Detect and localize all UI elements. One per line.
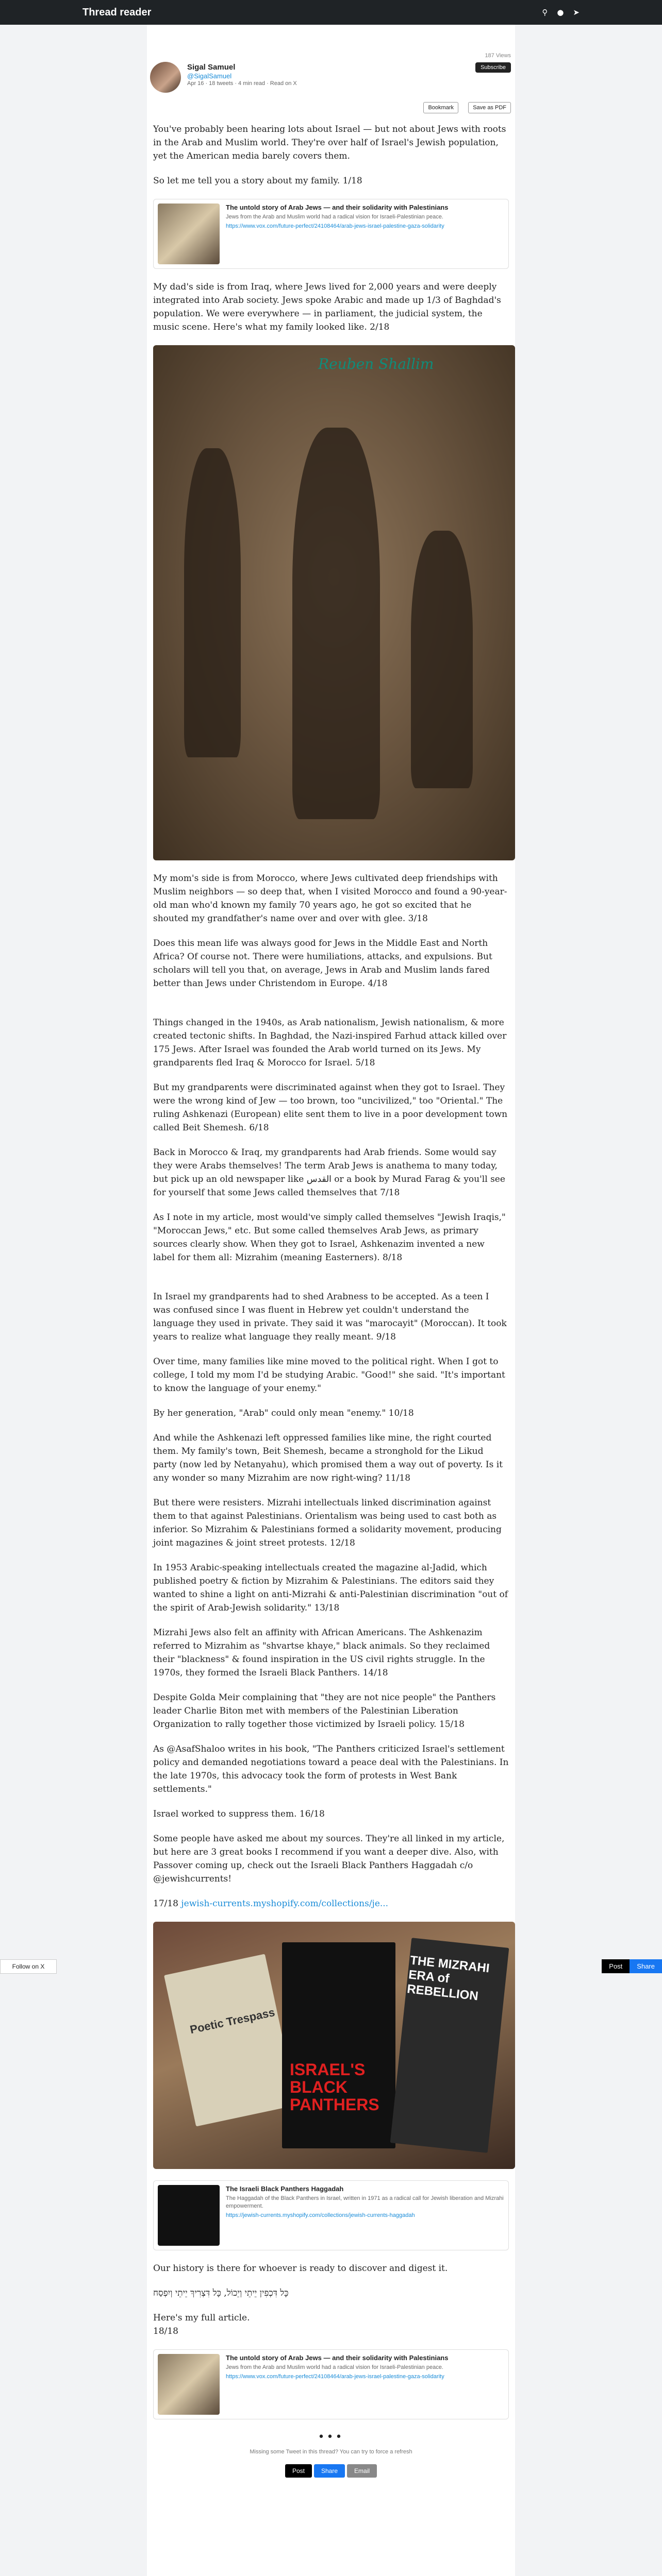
photo-figure: [292, 428, 380, 819]
tweet-text: Israel worked to suppress them. 16/18: [153, 1809, 325, 1819]
books-photo[interactable]: [153, 1922, 515, 2169]
side-post-button[interactable]: Post: [602, 1959, 630, 1973]
book-title: Poetic Trespass: [189, 2005, 276, 2037]
book-title: THE MIZRAHI ERA of REBELLION: [406, 1953, 490, 2004]
tweet-text: כָּל דִּכְפִין יֵיתֵי וְיֵכוֹל, כָּל דִּצְרִיךְ יֵיתֵי וְיִפְסַח: [153, 2288, 289, 2298]
link-card-url[interactable]: https://www.vox.com/future-perfect/24108464/arab-jews-israel-palestine-gaza-solidarity: [226, 223, 444, 229]
tweet-text: In 1953 Arabic-speaking intellectuals created the magazine al-Jadid, which published poetry & fiction by Mizrahim & Palestinians. The editors said they wanted to shine a light on anti-Mizrahi & anti-Palestinian discrimination "out of the spirit of Arab-Jewish solidarity." 13/18: [153, 1563, 508, 1613]
photo-figure: [411, 531, 473, 788]
tweet-text: So let me tell you a story about my family. 1/18: [153, 176, 362, 186]
share-row: [150, 2464, 512, 2478]
photo-signature: Reuben Shallim: [318, 355, 434, 372]
follow-on-x-button[interactable]: Follow on X: [0, 1959, 57, 1974]
haggadah-link-card[interactable]: [153, 2180, 509, 2250]
post-button[interactable]: Post: [285, 2464, 312, 2478]
email-button[interactable]: Email: [347, 2464, 377, 2478]
tweet-link[interactable]: jewish-currents.myshopify.com/collections/je...: [181, 1899, 389, 1909]
tweet-text: You've probably been hearing lots about Israel — but not about Jews with roots in the Arab and Muslim world. They're over half of Israel's Jewish population, yet the American media barely covers them.: [153, 124, 506, 161]
side-share: [602, 1959, 662, 1973]
link-card-title: The Israeli Black Panthers Haggadah: [226, 2185, 344, 2193]
thread-header: [147, 25, 515, 123]
tweet-text: Things changed in the 1940s, as Arab nationalism, Jewish nationalism, & more created tectonic shifts. In Baghdad, the Nazi-inspired Farhud attack killed over 175 Jews. After Israel was founded the Arab world turned on its Jews. My grandparents fled Iraq & Morocco for Israel. 5/18: [153, 1018, 507, 1068]
tweet-text: My mom's side is from Morocco, where Jews cultivated deep friendships with Muslim neighbors — so deep that, when I visited Morocco and found a 90-year-old man who'd known my family 70 years ago, he got so excited that he shouted my grandfather's name over and over with glee. 3/18: [153, 873, 507, 924]
search-icon[interactable]: ⚲: [542, 8, 548, 17]
link-card-url[interactable]: https://www.vox.com/future-perfect/24108464/arab-jews-israel-palestine-gaza-solidarity: [226, 2374, 444, 2380]
thread-meta: Apr 16 · 18 tweets · 4 min read · Read on X: [187, 80, 297, 87]
tweet-text: Despite Golda Meir complaining that "they are not nice people" the Panthers leader Charlie Biton met with members of the Palestinian Liberation Organization to rally together those victimized by Israeli policy. 15/18: [153, 1692, 496, 1730]
user-icon[interactable]: ●: [557, 8, 564, 17]
tweet-text: [153, 1897, 509, 1910]
top-icons: [542, 8, 580, 17]
tweet-text: By her generation, "Arab" could only mean "enemy." 10/18: [153, 1408, 414, 1418]
family-photo[interactable]: [153, 345, 515, 860]
article-thumbnail: [158, 2354, 220, 2415]
link-card-title: The untold story of Arab Jews — and their solidarity with Palestinians: [226, 204, 449, 211]
tweet-text: But my grandparents were discriminated against when they got to Israel. They were the wrong kind of Jew — too brown, too "uncivilized," too "Oriental." The ruling Ashkenazi (European) elite sent them to live in a poor development town called Beit Shemesh. 6/18: [153, 1082, 508, 1133]
link-card-desc: The Haggadah of the Black Panthers in Israel, written in 1971 as a radical call for Jewish liberation and Mizrahi empowerment.: [226, 2195, 504, 2209]
view-count: 187 Views: [485, 53, 511, 59]
article-thumbnail: [158, 204, 220, 264]
article-link-card[interactable]: [153, 199, 509, 269]
link-card-desc: Jews from the Arab and Muslim world had a radical vision for Israeli-Palestinian peace.: [226, 2364, 443, 2370]
tweet-text: Over time, many families like mine moved to the political right. When I got to college, I told my mom I'd be studying Arabic. "Good!" she said. "It's important to know the language of your enemy.": [153, 1357, 505, 1394]
side-share-button[interactable]: Share: [630, 1959, 662, 1973]
author-name[interactable]: Sigal Samuel: [187, 63, 236, 72]
tweet-number: 17/18: [153, 1899, 178, 1909]
haggadah-thumbnail: [158, 2185, 220, 2246]
end-dots: •••: [318, 2431, 344, 2444]
bookmark-button[interactable]: Bookmark: [423, 102, 458, 113]
subscribe-button[interactable]: Subscribe: [475, 62, 511, 73]
tweet-number: 18/18: [153, 2326, 178, 2336]
missing-tweet-note[interactable]: Missing some Tweet in this thread? You can try to force a refresh: [250, 2449, 412, 2455]
tweet-text: Our history is there for whoever is ready to discover and digest it.: [153, 2263, 448, 2274]
save-pdf-button[interactable]: Save as PDF: [468, 102, 511, 113]
top-bar: [0, 0, 662, 25]
author-handle[interactable]: @SigalSamuel: [187, 72, 232, 80]
tweet-text: Some people have asked me about my sources. They're all linked in my article, but here are 3 great books I recommend if you want a deeper dive. Also, with Passover coming up, check out the Israeli Black Panthers Haggadah c/o @jewishcurrents!: [153, 1834, 505, 1884]
link-card-desc: Jews from the Arab and Muslim world had a radical vision for Israeli-Palestinian peace.: [226, 214, 443, 220]
tweet-text: Back in Morocco & Iraq, my grandparents had Arab friends. Some would say they were Arabs themselves! The term Arab Jews is anathema to many today, but pick up an old newspaper like القدس or a book by Murad Farag & you'll see for yourself that some Jews called themselves that 7/18: [153, 1147, 505, 1198]
book-poetic-trespass: [164, 1954, 297, 2126]
tweet-text: As I note in my article, most would've simply called themselves "Jewish Iraqis," "Moroccan Jews," etc. But some called themselves Arab Jews, as primary sources clearly show. When they got to Israel, Ashkenazim invented a new label for them all: Mizrahim (meaning Easterners). 8/18: [153, 1212, 506, 1263]
tweet-text: In Israel my grandparents had to shed Arabness to be accepted. As a teen I was confused since I was fluent in Hebrew yet couldn't understand the language they used in private. They said it was "marocayit" (Moroccan). It took years to realize what language they really meant. 9/18: [153, 1292, 507, 1342]
tweet-text: My dad's side is from Iraq, where Jews lived for 2,000 years and were deeply integrated into Arab society. Jews spoke Arabic and made up 1/3 of Baghdad's population. We were everywhere — in parliament, the judicial system, the music scene. Here's what my family looked like. 2/18: [153, 282, 501, 332]
article-link-card[interactable]: [153, 2349, 509, 2419]
book-black-panthers: [282, 1942, 395, 2148]
link-card-url[interactable]: https://jewish-currents.myshopify.com/collections/jewish-currents-haggadah: [226, 2212, 415, 2218]
avatar[interactable]: [150, 62, 181, 93]
share-icon[interactable]: ➤: [573, 8, 580, 17]
thread-content: [147, 123, 515, 2478]
thread-page: [147, 25, 515, 2576]
tweet-text: Here's my full article.: [153, 2313, 250, 2323]
tweet-text: As @AsafShaloo writes in his book, "The Panthers criticized Israel's settlement policy and demanded negotiations toward a peace deal with the Palestinians. In the late 1970s, this advocacy took the form of protests in West Bank settlements.": [153, 1744, 509, 1794]
tweet-text: Mizrahi Jews also felt an affinity with African Americans. The Ashkenazim referred to Mizrahim as "shvartse khaye," black animals. So they reclaimed their "blackness" & found inspiration in the US civil rights struggle. In the 1970s, they formed the Israeli Black Panthers. 14/18: [153, 1628, 490, 1678]
link-card-title: The untold story of Arab Jews — and their solidarity with Palestinians: [226, 2354, 449, 2362]
brand-logo[interactable]: Thread reader: [82, 6, 152, 18]
book-title: ISRAEL'S BLACK PANTHERS: [290, 2060, 379, 2114]
tweet-text: Does this mean life was always good for Jews in the Middle East and North Africa? Of course not. There were humiliations, attacks, and expulsions. But scholars will tell you that, on average, Jews in Arab and Muslim lands fared better than Jews under Christendom in Europe. 4/18: [153, 938, 492, 989]
tweet-text: But there were resisters. Mizrahi intellectuals linked discrimination against them to that against Palestinians. Orientalism was being used to cast both as inferior. So Mizrahim & Palestinians formed a solidarity movement, producing joint magazines & joint street protests. 12/18: [153, 1498, 502, 1548]
photo-figure: [184, 448, 241, 757]
share-button[interactable]: Share: [314, 2464, 345, 2478]
tweet-text: And while the Ashkenazi left oppressed families like mine, the right courted them. My family's town, Beit Shemesh, became a stronghold for the Likud party (now led by Netanyahu), which promised them a way out of poverty. Is it any wonder so many Mizrahim are now right-wing? 11/18: [153, 1433, 503, 1483]
